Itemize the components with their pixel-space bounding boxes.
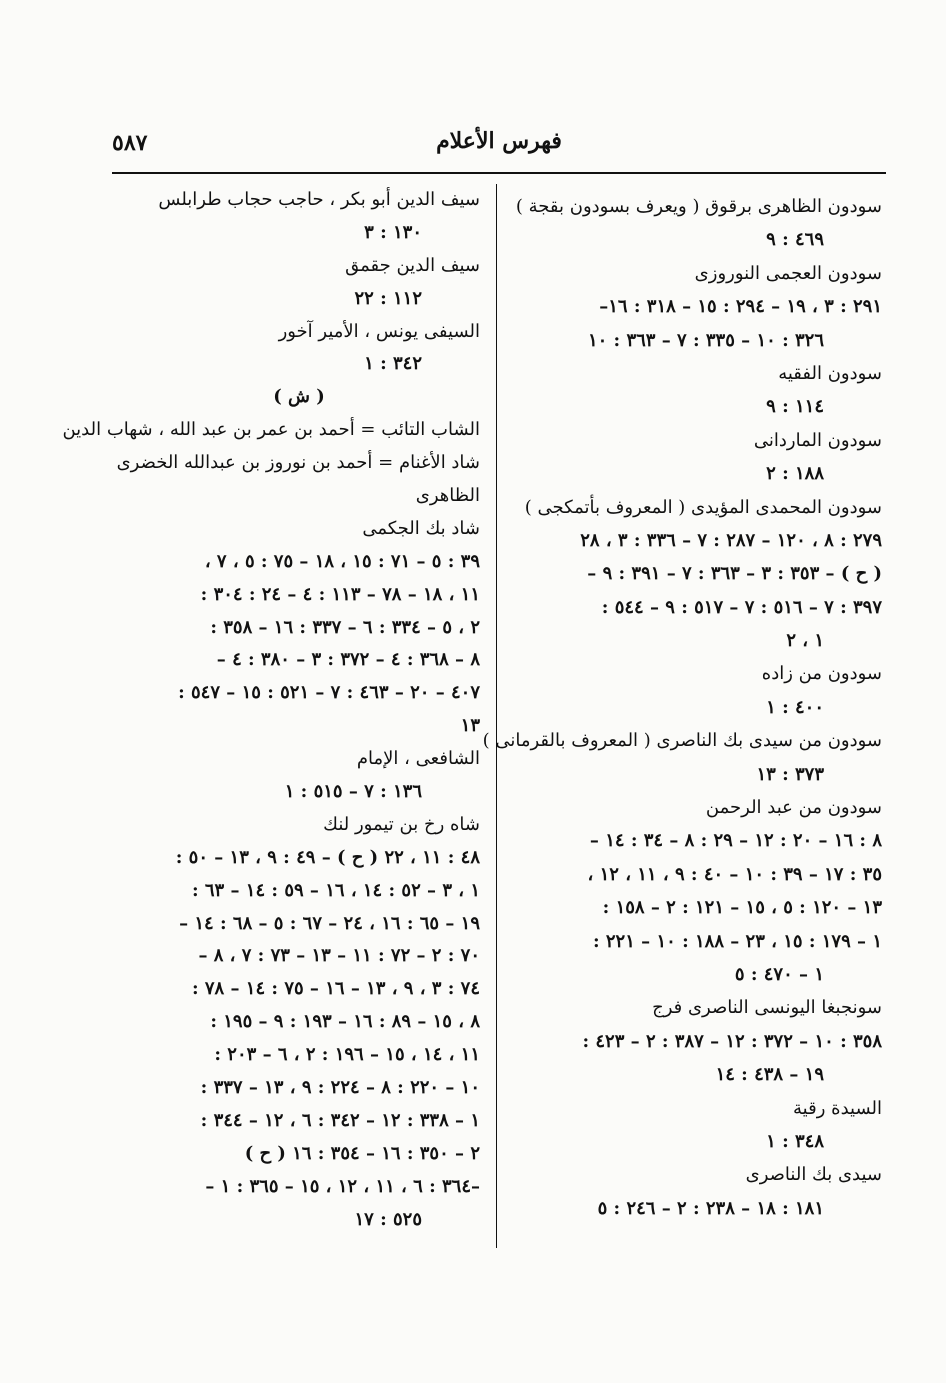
index-entry-name: سيدى بك الناصرى	[745, 1164, 882, 1186]
index-entry-name: شاه رخ بن تيمور لنك	[323, 813, 480, 835]
page-reference: ٧٤ : ٣ ، ٩ ، ١٣ – ١٦ – ٧٥ : ١٤ – ٧٨ :	[191, 978, 480, 1000]
page-reference: ٣٩ : ٥ – ٧١ : ١٥ ، ١٨ – ٧٥ : ٥ ، ٧ ،	[204, 550, 480, 572]
index-entry-name: سودون من زاده	[761, 663, 882, 685]
page-reference: ٤٠٠ : ١	[766, 696, 824, 718]
page-reference: ٣٥٨ : ١٠ – ٣٧٢ : ١٢ – ٣٨٧ : ٢ – ٤٢٣ :	[582, 1030, 882, 1052]
index-entry-name: الشاب التائب = أحمد بن عمر بن عبد الله ، شهاب الدين	[62, 419, 480, 441]
column-divider	[496, 184, 497, 1248]
index-entry-name: السيدة رقية	[793, 1097, 882, 1119]
page-reference: ١٩ – ٦٥ : ١٦ ، ٢٤ – ٦٧ : ٥ – ٦٨ : ١٤ –	[179, 912, 480, 934]
header-rule	[112, 172, 886, 174]
page-reference: ١٣٦ : ٧ – ٥١٥ : ١	[284, 781, 422, 803]
page-reference: ٣٤٨ : ١	[766, 1130, 824, 1152]
page-reference: ١٠ – ٢٢٠ : ٨ – ٢٢٤ : ٩ ، ١٣ – ٣٣٧ :	[200, 1077, 480, 1099]
page-reference: –٣٦٤ : ٦ ، ١١ ، ١٢ ، ١٥ – ٣٦٥ : ١ –	[205, 1175, 480, 1197]
page-reference: ٣٩٧ : ٧ – ٥١٦ : ٧ – ٥١٧ : ٩ – ٥٤٤ :	[601, 596, 882, 618]
page-reference: ٨ ، ١٥ – ٨٩ : ١٦ – ١٩٣ : ٩ – ١٩٥ :	[210, 1011, 480, 1033]
index-entry-name: سودون العجمى النوروزى	[694, 262, 882, 284]
page-reference: ١٩ – ٤٣٨ : ١٤	[715, 1064, 824, 1086]
page-reference: ١٨٨ : ٢	[766, 463, 824, 485]
index-entry-name: سونجبغا اليونسى الناصرى فرج	[652, 997, 882, 1019]
page-number: ٥٨٧	[112, 130, 148, 156]
index-entry-name: شاد بك الجكمى	[362, 517, 480, 539]
page-reference: ١ ، ٣ – ٥٢ : ١٤ ، ١٦ – ٥٩ : ١٤ – ٦٣ :	[191, 879, 480, 901]
page-reference: ١ – ٣٣٨ : ١٢ – ٣٤٢ : ٦ ، ١٢ – ٣٤٤ :	[200, 1109, 480, 1131]
page-reference: ١٣٠ : ٣	[364, 221, 422, 243]
index-entry-name: الشافعى ، الإمام	[356, 748, 480, 770]
index-entry-name: سيف الدين جقمق	[345, 254, 480, 276]
index-entry-name: الظاهرى	[415, 485, 480, 507]
page-reference: ١٣	[460, 715, 480, 737]
page-reference: ١١ ، ١٨ – ٧٨ – ١١٣ : ٤ – ٢٤ : ٣٠٤ :	[200, 583, 480, 605]
page-reference: ( ح ) – ٣٥٣ : ٣ – ٣٦٣ : ٧ – ٣٩١ : ٩ –	[587, 563, 882, 585]
page-reference: ٣٢٦ : ١٠ – ٣٣٥ : ٧ – ٣٦٣ : ١٠	[587, 329, 824, 351]
page-reference: ١ ، ٢	[786, 630, 824, 652]
page-header	[112, 128, 886, 164]
index-entry-name: سودون الماردانى	[753, 429, 882, 451]
index-entry-name: سودون الفقيه	[778, 362, 882, 384]
page-reference: ١٣ – ١٢٠ : ٥ ، ١٥ – ١٢١ : ٢ – ١٥٨ :	[602, 897, 882, 919]
page-reference: ٢ ، ٥ – ٣٣٤ : ٦ – ٣٣٧ : ١٦ – ٣٥٨ :	[210, 616, 480, 638]
page-reference: ٣٤٢ : ١	[364, 353, 422, 375]
section-letter-heading: ( ش )	[273, 386, 325, 408]
index-entry-name: سودون من عبد الرحمن	[705, 797, 882, 819]
page-reference: ٤٠٧ – ٢٠ – ٤٦٣ : ٧ – ٥٢١ : ١٥ – ٥٤٧ :	[178, 682, 480, 704]
index-entry-name: سودون من سيدى بك الناصرى ( المعروف بالقرمانى )	[482, 730, 882, 752]
page-reference: ١ – ١٧٩ : ١٥ ، ٢٣ – ١٨٨ : ١٠ – ٢٢١ :	[592, 930, 882, 952]
page-reference: ١١ ، ١٤ ، ١٥ – ١٩٦ : ٢ ، ٦ – ٢٠٣ :	[214, 1044, 480, 1066]
page-reference: ١١٤ : ٩	[766, 396, 824, 418]
index-entry-name: سيف الدين أبو بكر ، حاجب حجاب طرابلس	[158, 189, 480, 210]
page-reference: ١١٢ : ٢٢	[354, 287, 422, 309]
page-reference: ٢ – ٣٥٠ : ١٦ – ٣٥٤ : ١٦ ( ح )	[244, 1142, 480, 1164]
index-entry-name: سودون المحمدى المؤيدى ( المعروف بأتمكجى )	[524, 496, 882, 518]
page-reference: ٤٦٩ : ٩	[766, 229, 824, 251]
page-reference: ٣٥ : ١٧ – ٣٩ : ١٠ – ٤٠ : ٩ ، ١١ ، ١٢ ،	[587, 863, 882, 885]
page-reference: ٨ – ٣٦٨ : ٤ – ٣٧٢ : ٣ – ٣٨٠ : ٤ –	[216, 649, 480, 671]
page-reference: ٨ : ١٦ – ٢٠ : ١٢ – ٢٩ : ٨ – ٣٤ : ١٤ –	[589, 830, 882, 852]
page-reference: ٢٩١ : ٣ ، ١٩ – ٢٩٤ : ١٥ – ٣١٨ : ١٦–	[599, 296, 882, 318]
page-reference: ٣٧٣ : ١٣	[756, 763, 824, 785]
index-entry-name: السيفى يونس ، الأمير آخور	[278, 320, 480, 342]
index-column-left	[62, 184, 480, 1237]
page-reference: ١٨١ : ١٨ – ٢٣٨ : ٢ – ٢٤٦ : ٥	[597, 1197, 824, 1219]
page-reference: ٤٨ : ١١ ، ٢٢ ( ح ) – ٤٩ : ٩ ، ١٣ – ٥٠ :	[175, 846, 480, 868]
page-reference: ٢٧٩ : ٨ ، ١٢٠ – ٢٨٧ : ٧ – ٣٣٦ : ٣ ، ٢٨	[580, 529, 882, 551]
page-title: فهرس الأعلام	[436, 128, 562, 154]
index-entry-name: شاد الأغنام = أحمد بن نوروز بن عبدالله الخضرى	[116, 452, 480, 474]
index-entry-name: سودون الظاهرى برقوق ( ويعرف بسودون بقجة )	[515, 196, 882, 217]
page-reference: ٥٢٥ : ١٧	[354, 1208, 422, 1230]
page-reference: ١ – ٤٧٠ : ٥	[734, 963, 824, 985]
index-column-right	[482, 190, 882, 1225]
page-reference: ٧٠ : ٢ – ٧٢ : ١١ – ١٣ – ٧٣ : ٧ ، ٨ –	[198, 945, 480, 967]
